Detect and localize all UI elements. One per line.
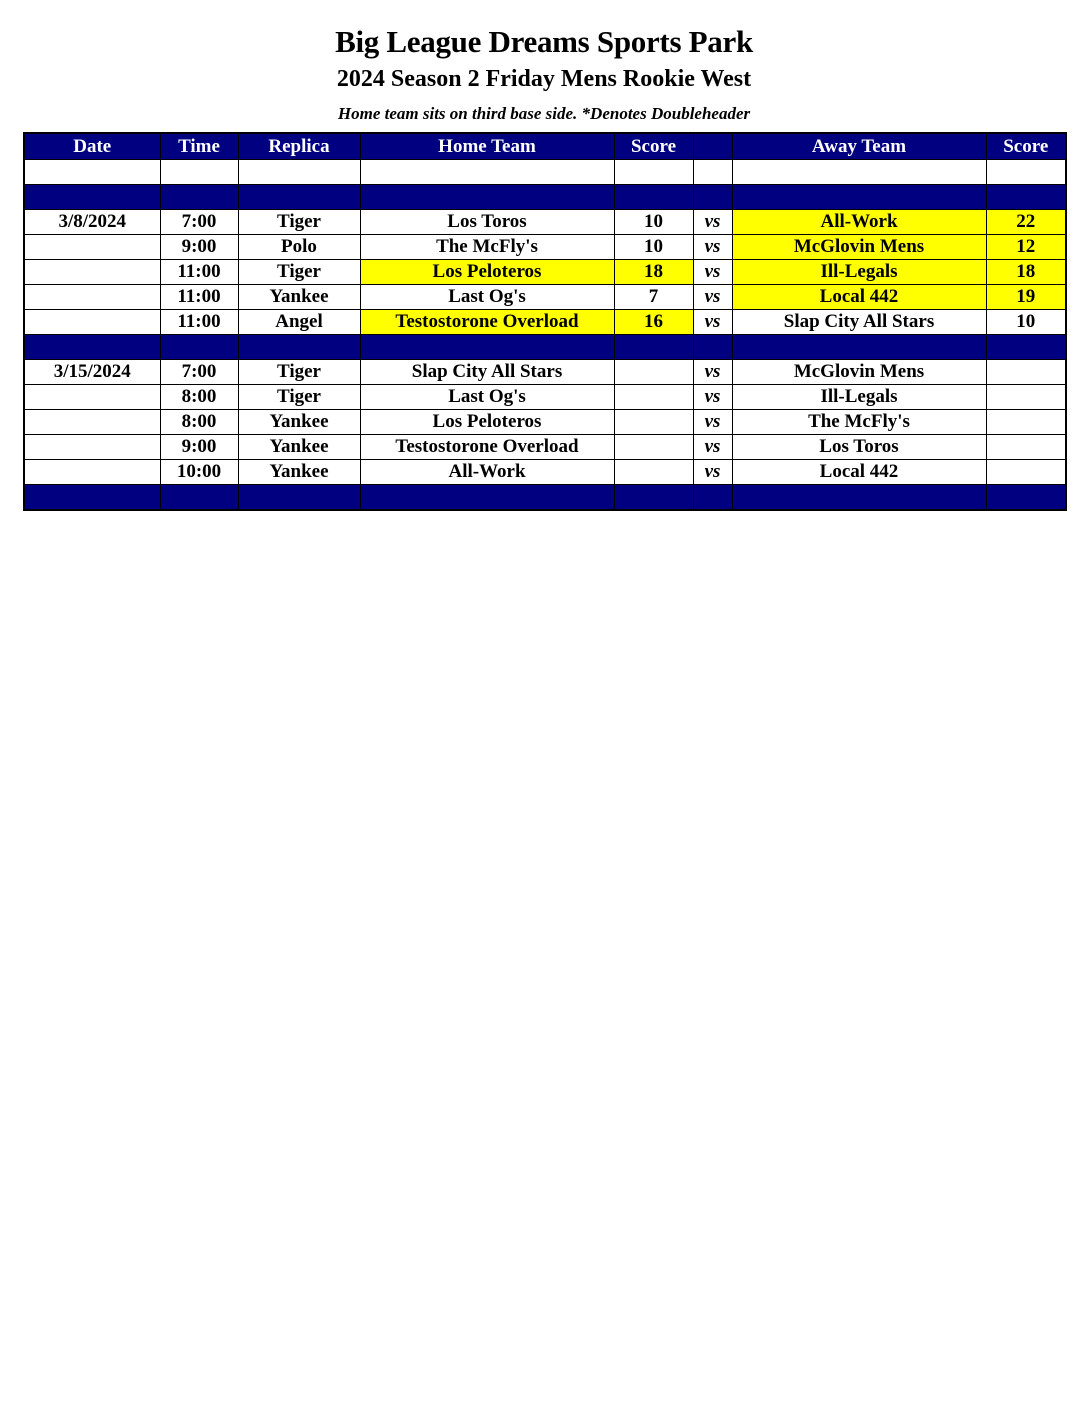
game-field: Tiger — [238, 260, 360, 285]
schedule-table — [23, 132, 1067, 511]
game-row — [24, 260, 1066, 285]
home-score: 18 — [614, 260, 693, 285]
home-score: 7 — [614, 285, 693, 310]
versus-label: vs — [693, 235, 732, 260]
away-team: Ill-Legals — [732, 260, 986, 285]
game-date: 3/8/2024 — [24, 210, 160, 235]
col-vs — [693, 133, 732, 160]
game-row — [24, 460, 1066, 485]
game-field: Tiger — [238, 210, 360, 235]
game-date — [24, 460, 160, 485]
game-time: 7:00 — [160, 210, 238, 235]
game-row — [24, 310, 1066, 335]
versus-label: vs — [693, 310, 732, 335]
versus-label: vs — [693, 385, 732, 410]
game-row — [24, 235, 1066, 260]
spacer-row — [24, 160, 1066, 185]
away-team: Slap City All Stars — [732, 310, 986, 335]
game-date — [24, 385, 160, 410]
away-score — [986, 410, 1066, 435]
home-team: The McFly's — [360, 235, 614, 260]
game-row — [24, 410, 1066, 435]
away-score — [986, 435, 1066, 460]
versus-label: vs — [693, 210, 732, 235]
home-score: 10 — [614, 235, 693, 260]
game-field: Yankee — [238, 410, 360, 435]
away-score: 22 — [986, 210, 1066, 235]
schedule-note: Home team sits on third base side. *Denotes Doubleheader — [337, 104, 751, 123]
home-score: 16 — [614, 310, 693, 335]
page-subtitle: 2024 Season 2 Friday Mens Rookie West — [336, 66, 752, 92]
game-time: 7:00 — [160, 360, 238, 385]
game-row — [24, 385, 1066, 410]
home-team: All-Work — [360, 460, 614, 485]
home-score — [614, 435, 693, 460]
game-time: 11:00 — [160, 285, 238, 310]
home-score — [614, 385, 693, 410]
away-score: 10 — [986, 310, 1066, 335]
away-team: All-Work — [732, 210, 986, 235]
versus-label: vs — [693, 435, 732, 460]
game-time: 9:00 — [160, 235, 238, 260]
col-home-team: Home Team — [360, 133, 614, 160]
versus-label: vs — [693, 285, 732, 310]
game-date: 3/15/2024 — [24, 360, 160, 385]
home-score — [614, 460, 693, 485]
away-team: Ill-Legals — [732, 385, 986, 410]
game-time: 8:00 — [160, 410, 238, 435]
away-team: Local 442 — [732, 285, 986, 310]
game-field: Tiger — [238, 360, 360, 385]
away-team: Los Toros — [732, 435, 986, 460]
away-team: The McFly's — [732, 410, 986, 435]
col-away-team: Away Team — [732, 133, 986, 160]
home-team: Los Toros — [360, 210, 614, 235]
col-away-score: Score — [986, 133, 1066, 160]
game-field: Tiger — [238, 385, 360, 410]
away-team: Local 442 — [732, 460, 986, 485]
home-score: 10 — [614, 210, 693, 235]
home-team: Last Og's — [360, 385, 614, 410]
game-row — [24, 435, 1066, 460]
game-row — [24, 285, 1066, 310]
home-team: Testostorone Overload — [360, 310, 614, 335]
page-title: Big League Dreams Sports Park — [335, 24, 753, 59]
col-replica: Replica — [238, 133, 360, 160]
away-score — [986, 360, 1066, 385]
home-team: Los Peloteros — [360, 410, 614, 435]
away-score — [986, 385, 1066, 410]
home-team: Last Og's — [360, 285, 614, 310]
game-field: Yankee — [238, 435, 360, 460]
game-time: 11:00 — [160, 260, 238, 285]
away-score: 19 — [986, 285, 1066, 310]
away-score — [986, 460, 1066, 485]
versus-label: vs — [693, 460, 732, 485]
home-team: Testostorone Overload — [360, 435, 614, 460]
game-date — [24, 435, 160, 460]
game-date — [24, 235, 160, 260]
away-score: 12 — [986, 235, 1066, 260]
game-field: Polo — [238, 235, 360, 260]
versus-label: vs — [693, 260, 732, 285]
header-row — [24, 133, 1066, 160]
home-team: Slap City All Stars — [360, 360, 614, 385]
game-date — [24, 260, 160, 285]
game-field: Yankee — [238, 285, 360, 310]
schedule-body — [24, 160, 1066, 511]
away-score: 18 — [986, 260, 1066, 285]
versus-label: vs — [693, 360, 732, 385]
game-row — [24, 360, 1066, 385]
away-team: McGlovin Mens — [732, 360, 986, 385]
divider-band — [24, 485, 1066, 511]
game-time: 11:00 — [160, 310, 238, 335]
home-team: Los Peloteros — [360, 260, 614, 285]
away-team: McGlovin Mens — [732, 235, 986, 260]
versus-label: vs — [693, 410, 732, 435]
game-time: 10:00 — [160, 460, 238, 485]
col-time: Time — [160, 133, 238, 160]
game-date — [24, 310, 160, 335]
col-date: Date — [24, 133, 160, 160]
game-time: 9:00 — [160, 435, 238, 460]
divider-band — [24, 185, 1066, 210]
game-field: Angel — [238, 310, 360, 335]
game-time: 8:00 — [160, 385, 238, 410]
game-date — [24, 410, 160, 435]
game-date — [24, 285, 160, 310]
col-home-score: Score — [614, 133, 693, 160]
game-row — [24, 210, 1066, 235]
divider-band — [24, 335, 1066, 360]
game-field: Yankee — [238, 460, 360, 485]
home-score — [614, 410, 693, 435]
home-score — [614, 360, 693, 385]
